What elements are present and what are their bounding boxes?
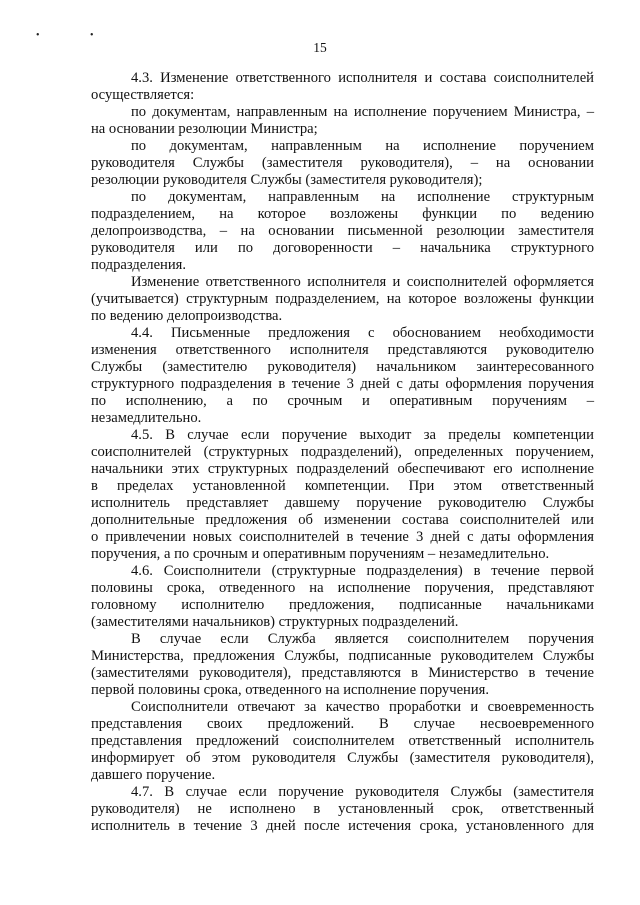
- text-line: Соисполнители отвечают за качество проработки и своевременность: [131, 699, 594, 715]
- text-line: первой половины срока, отведенного на исполнение поручения.: [91, 682, 490, 698]
- text-line: изменения ответственного исполнителя представляются руководителю: [91, 342, 594, 358]
- text-line: о привлечении новых соисполнителей в течение 3 дней с даты оформления: [91, 529, 594, 545]
- text-line: (заместителями руководителя), представляются в Министерство в течение: [91, 665, 594, 681]
- text-line: 4.4. Письменные предложения с обоснованием необходимости: [131, 325, 594, 341]
- text-line: резолюции руководителя Службы (заместителя руководителя);: [91, 172, 483, 188]
- text-line: исполнитель представляет давшему поручение руководителю Службы: [91, 495, 594, 511]
- text-line: Службы (заместителю руководителя) начальником заинтересованного: [91, 359, 594, 375]
- text-line: по документам, направленным на исполнение структурным: [131, 189, 594, 205]
- text-line: делопроизводства, – на основании письменной резолюции заместителя: [91, 223, 594, 239]
- text-line: исполнитель в течение 3 дней после истечения срока, установленного для: [91, 818, 594, 834]
- scan-marks: • •: [36, 30, 118, 41]
- text-line: руководителя или по договоренности – начальника структурного: [91, 240, 594, 256]
- text-line: незамедлительно.: [91, 410, 202, 426]
- text-line: по ведению делопроизводства.: [91, 308, 283, 324]
- text-line: на основании резолюции Министра;: [91, 121, 318, 137]
- text-line: половины срока, отведенного на исполнение поручения, представляют: [91, 580, 594, 596]
- text-line: руководителя Службы (заместителя руководителя), – на основании: [91, 155, 594, 171]
- text-line: Министерства, предложения Службы, подписанные руководителем Службы: [91, 648, 594, 664]
- text-line: головному исполнителю предложения, подписанные начальниками: [91, 597, 594, 613]
- text-line: руководителя) не исполнено в установленный срок, ответственный: [91, 801, 594, 817]
- text-line: 4.6. Соисполнители (структурные подразделения) в течение первой: [131, 563, 594, 579]
- page-number: 15: [313, 40, 327, 55]
- text-line: структурного подразделения в течение 3 дней с даты оформления поручения: [91, 376, 594, 392]
- text-line: поручения, а по срочным и оперативным поручениям – незамедлительно.: [91, 546, 550, 562]
- text-line: давшего поручение.: [91, 767, 216, 783]
- text-line: 4.7. В случае если поручение руководителя Службы (заместителя: [131, 784, 594, 800]
- text-line: представления своих предложений. В случае несвоевременного: [91, 716, 594, 732]
- text-line: соисполнителей (структурных подразделений), определенных поручением,: [91, 444, 594, 460]
- text-line: информирует об этом руководителя Службы (заместителя руководителя),: [91, 750, 594, 766]
- text-line: осуществляется:: [91, 87, 195, 103]
- text-line: представления предложений соисполнителем ответственный исполнитель: [91, 733, 594, 749]
- text-line: (учитывается) структурным подразделением, на которое возложены функции: [91, 291, 594, 307]
- document-body: [91, 70, 594, 835]
- text-line: Изменение ответственного исполнителя и соисполнителей оформляется: [131, 274, 594, 290]
- text-line: по документам, направленным на исполнение поручением Министра, –: [131, 104, 594, 120]
- text-line: 4.5. В случае если поручение выходит за пределы компетенции: [131, 427, 594, 443]
- text-line: по исполнению, а по срочным и оперативным поручениям –: [91, 393, 594, 409]
- text-line: подразделением, на которое возложены функции по ведению: [91, 206, 594, 222]
- text-line: по документам, направленным на исполнение поручением: [131, 138, 594, 154]
- text-line: (заместителями начальников) структурных подразделений.: [91, 614, 459, 630]
- text-line: 4.3. Изменение ответственного исполнителя и состава соисполнителей: [131, 70, 594, 86]
- text-line: в пределах установленной компетенции. При этом ответственный: [91, 478, 594, 494]
- text-line: В случае если Служба является соисполнителем поручения: [131, 631, 594, 647]
- text-line: дополнительные предложения об изменении состава соисполнителей или: [91, 512, 594, 528]
- text-line: начальники этих структурных подразделений обеспечивают его исполнение: [91, 461, 594, 477]
- text-line: подразделения.: [91, 257, 187, 273]
